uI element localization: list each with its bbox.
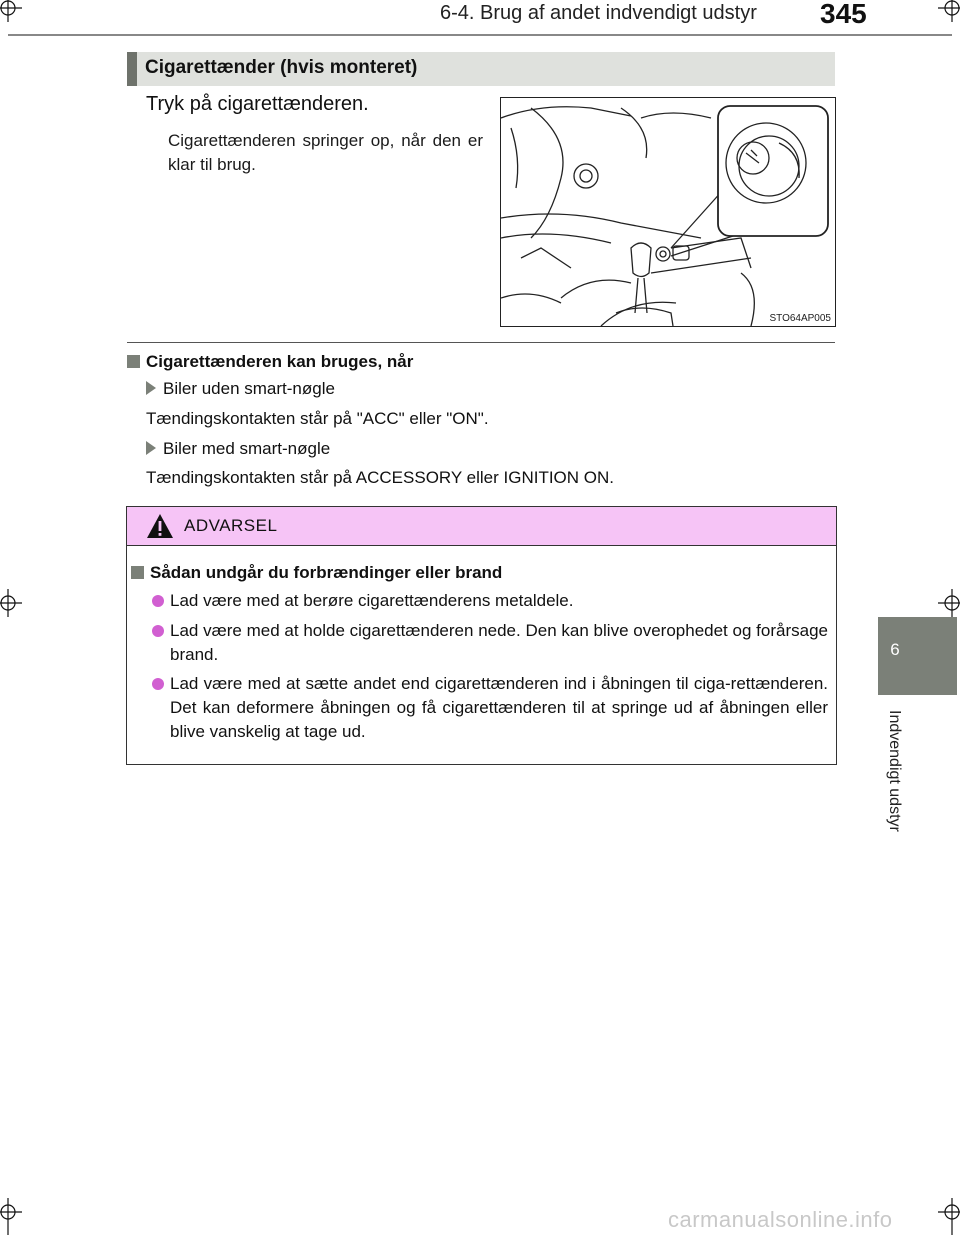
running-header-title: 6-4. Brug af andet indvendigt udstyr (440, 2, 757, 24)
warning-subheading-text: Sådan undgår du forbrændinger eller brand (150, 563, 503, 582)
condition-text: Tændingskontakten står på ACCESSORY eller IGNITION ON. (146, 468, 614, 487)
figure-code: STO64AP005 (769, 313, 831, 324)
warning-item-text: Lad være med at holde cigarettænderen nede. Den kan blive overophedet og forårsage brand. (170, 621, 828, 664)
conditions-heading-text: Cigarettænderen kan bruges, når (146, 352, 414, 371)
warning-item-text: Lad være med at sætte andet end cigarettænderen ind i åbningen til ciga-rettænderen. Det kan deformere åbningen og få cigarettænderen til at springe ud af åbningen eller blive vanskelig at tage ud. (170, 674, 828, 741)
chapter-label: Indvendigt udstyr (886, 710, 903, 832)
warning-label: ADVARSEL (184, 516, 278, 535)
section-heading: Cigarettænder (hvis monteret) (145, 57, 418, 78)
chapter-number: 6 (890, 640, 900, 659)
variant-label: Biler med smart-nøgle (163, 439, 331, 458)
footer-watermark: carmanualsonline.info (668, 1207, 893, 1232)
warning-item-text: Lad være med at berøre cigarettænderens metaldele. (170, 591, 574, 610)
instruction-step: Tryk på cigarettænderen. (146, 93, 369, 115)
condition-text: Tændingskontakten står på "ACC" eller "ON". (146, 409, 489, 428)
instruction-note: Cigarettænderen springer op, når den er klar til brug. (168, 131, 483, 174)
variant-label: Biler uden smart-nøgle (163, 379, 335, 398)
page-number: 345 (820, 0, 867, 29)
